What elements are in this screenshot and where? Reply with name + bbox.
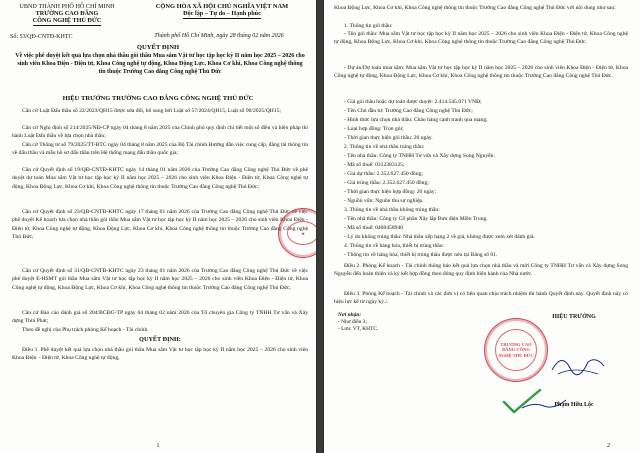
stamp-star: ★ (287, 221, 316, 245)
national-header (124, 3, 316, 19)
official-seal (484, 318, 548, 382)
recipients-block (338, 312, 378, 333)
page-number: 1 (156, 443, 160, 449)
item-17: - Tên nhà thầu: Công ty Cổ phần Xây lắp Bưu điện Miền Trung. (344, 216, 488, 222)
document-subject: Về việc phê duyệt kết quả lựa chọn nhà thầu gói thầu Mua sắm Vật tư học tập học kỳ II năm học 2025 – 2026 cho sinh viên Khoa Điện - Điện tử, Khoa Công nghệ tự động, Khoa Động Lực, Khoa Cơ khí, Khoa Công nghệ thông tin thuộc Trường Cao đẳng Công nghệ Thủ Đức (15, 53, 305, 76)
document-page-2 (324, 0, 640, 453)
recipient-2: - Lưu: VT, KHTC. (338, 326, 379, 332)
legal-basis-5: Căn cứ Quyết định số 23/QĐ-CNTĐ-KHTC ngày 17 tháng 01 năm 2026 của Trường Cao đẳng Công nghệ Thủ Đức về việc phê duyệt Kế hoạch lựa chọn nhà thầu gói thầu Mua sắm Vật tư học tập học kỳ II năm học 2025 – 2026 cho sinh viên Khoa Điện - Điện tử, Khoa Công nghệ tự động, Khoa Động Lực, Khoa Cơ khí, Khoa Công nghệ thông tin thuộc Trường Cao đẳng Công nghệ Thủ Đức; (12, 209, 308, 241)
article-1-text: Điều 1. Phê duyệt kết quả lựa chọn nhà thầu gói thầu Mua sắm Vật tư học tập học kỳ II năm học 2025 – 2026 cho sinh viên Khoa Điện – Điện tử, Khoa Công nghệ tự động, (12, 347, 308, 362)
item-9: 2. Thông tin về nhà thầu trúng thầu: (344, 144, 425, 150)
item-1: 1. Thông tin gói thầu: (344, 23, 393, 29)
legal-basis-3: Căn cứ Thông tư số 79/2025/TT-BTC ngày 04 tháng 8 năm 2025 của Bộ Tài chính Hướng dẫn việc cung cấp, đăng tải thông tin về đấu thầu và mẫu hồ sơ đấu thầu trên Hệ thống mạng đấu thầu quốc gia; (12, 142, 308, 157)
agency-name: UBND THÀNH PHỐ HỒ CHÍ MINH (19, 3, 115, 10)
issuer-block (8, 3, 126, 26)
legal-basis-1: Căn cứ Luật Đấu thầu số 22/2023/QH15 được sửa đổi, bổ sung bởi Luật số 57/2024/QH15, Luật số 90/2025/QH15; (22, 108, 281, 114)
item-21: - Thông tin về hàng hóa, thiết bị trúng thầu được nêu tại Bảng số 01. (344, 252, 498, 258)
legal-basis-6: Căn cứ Quyết định số 31/QĐ-CNTĐ-KHTC ngày 23 tháng 01 năm 2026 của Trường Cao đẳng Công nghệ Thủ Đức về việc phê duyệt E-HSMT gói thầu Mua sắm Vật tư học tập học kỳ II năm học 2025 – 2026 cho sinh viên Khoa Điện - Điện tử, Khoa Công nghệ tự động, Khoa Động Lực, Khoa Cơ khí, Khoa Công nghệ thông tin thuộc Trường Cao đẳng Công nghệ Thủ Đức; (12, 268, 308, 291)
article-2-text: Điều 2. Phòng Kế hoạch - Tài chính thông báo kết quả lựa chọn nhà thầu và mời Công ty TNHH Tư vấn và Xây dựng Song Nguyễn đến hoàn thiện và ký kết hợp đồng theo đúng quy định hiện hành của Nhà nước. (334, 263, 628, 278)
page-number: 2 (607, 443, 610, 449)
item-12: - Giá dự thầu: 2.352.627.450 đồng; (344, 171, 423, 177)
item-10: - Tên nhà thầu: Công ty TNHH Tư vấn và Xây dựng Song Nguyễn. (344, 153, 495, 159)
item-8: - Thời gian thực hiện gói thầu: 20 ngày. (344, 135, 433, 141)
document-type: QUYẾT ĐỊNH (136, 44, 180, 51)
signer-name: Phạm Hữu Lộc (554, 402, 594, 408)
nation-title: CỘNG HÒA XÃ HỘI CHỦ NGHĨA VIỆT NAM (155, 3, 289, 10)
issuing-authority: HIỆU TRƯỞNG TRƯỜNG CAO ĐẲNG CÔNG NGHỆ THỦ ĐỨC (62, 95, 254, 102)
document-header (6, 3, 312, 31)
article-3-text: Điều 3. Phòng Kế hoạch - Tài chính và các đơn vị có liên quan chịu trách nhiệm thi hành Quyết định này. Quyết định này có hiệu lực kể từ ngày ký./. (334, 291, 628, 306)
place-and-date: Thành phố Hồ Chí Minh, ngày 28 tháng 02 năm 2026 (154, 33, 284, 39)
document-number: Số: 53/QĐ-CNTĐ-KHTC (10, 34, 73, 40)
item-11: - Mã số thuế: 0312383125; (344, 162, 405, 168)
school-name-line1: TRƯỜNG CAO ĐẲNG (35, 10, 99, 17)
signature-title: HIỆU TRƯỞNG (552, 314, 596, 320)
item-14: - Thời gian thực hiện hợp đồng: 20 ngày; (344, 189, 437, 195)
legal-basis-2: Căn cứ Nghị định số 214/2025/NĐ-CP ngày 04 tháng 8 năm 2025 của Chính phủ quy định chi tiết một số điều và biện pháp thi hành Luật Đấu thầu về lựa chọn nhà thầu; (12, 125, 308, 140)
item-20: 4. Thông tin về hàng hóa, thiết bị trúng thầu: (344, 243, 445, 249)
item-18: - Mã số thuế: 0400458940 (344, 225, 404, 231)
handwritten-signature (548, 344, 608, 384)
item-5: - Tên Chủ đầu tư: Trường Cao đẳng Công nghệ Thủ Đức; (344, 108, 473, 114)
legal-basis-4: Căn cứ Quyết định số 19/QĐ-CNTĐ-KHTC ngày 14 tháng 01 năm 2026 của Trường Cao đẳng Công nghệ Thủ Đức về phê duyệt dự toán Mua sắm Vật tư học tập học kỳ II năm học 2025 – 2026 cho sinh viên Khoa Điện - Điện tử, Khoa Công nghệ tự động, Khoa Động Lực, Khoa Cơ khí, Khoa Công nghệ thông tin thuộc Trường Cao đẳng Công nghệ Thủ Đức; (12, 167, 308, 190)
recipient-1: - Như điều 3; (338, 319, 367, 325)
red-seal-stamp (278, 208, 316, 258)
school-name-line2: CÔNG NGHỆ THỦ ĐỨC (32, 17, 102, 24)
article-1-continued: Khoa Động Lực, Khoa Cơ khí, Khoa Công nghệ thông tin thuộc Trường Cao đẳng Công nghệ Thủ Đức với nội dung như sau: (334, 5, 616, 11)
item-3: - Dự án/Dự toán mua sắm: Mua sắm Vật tư học tập học kỳ II năm học 2025 – 2026 cho sinh viên Khoa Điện - Điện tử, Khoa Công nghệ tự động, Khoa Động Lực, Khoa Cơ khí, Khoa Công nghệ thông tin thuộc Trường Cao đẳng Công nghệ Thủ Đức. (334, 65, 628, 80)
proposal-line: Theo đề nghị của Phụ trách phòng Kế hoạch - Tài chính. (22, 327, 149, 333)
item-7: - Loại hợp đồng: Trọn gói; (344, 126, 404, 132)
item-19: - Lý do không trúng thầu: Nhà thầu xếp hạng 2 về giá, không được xem xét đánh giá. (344, 234, 535, 240)
document-page-1 (0, 0, 316, 453)
item-16: 3. Thông tin về nhà thầu không trúng thầu: (344, 207, 440, 213)
decides-heading: QUYẾT ĐỊNH: (139, 336, 181, 343)
item-13: - Giá trúng thầu: 2.352.627.450 đồng; (344, 180, 429, 186)
legal-basis-7: Căn cứ Báo cáo đánh giá số 204/BCĐG-TP ngày 04 tháng 02 năm 2026 của Tổ chuyên gia Công ty TNHH Tư vấn và Xây dựng Thìn Phát; (12, 310, 308, 325)
seal-center-text: TRƯỜNG CAO ĐẲNG CÔNG NGHỆ THỦ ĐỨC (495, 329, 537, 371)
item-15: - Nguồn vốn: Nguồn thu sự nghiệp. (344, 198, 424, 204)
item-2: - Tên gói thầu: Mua sắm Vật tư học tập học kỳ II năm học 2025 – 2026 cho sinh viên Khoa Điện - Điện tử, Khoa Công nghệ tự động, Khoa Động Lực, Khoa Cơ khí, Khoa Công nghệ thông tin thuộc Trường Cao đẳng Công nghệ Thủ Đức. (334, 31, 628, 46)
item-6: - Hình thức lựa chọn nhà thầu: Chào hàng cạnh tranh qua mạng; (344, 117, 488, 123)
national-motto: Độc lập – Tự do – Hạnh phúc (183, 10, 261, 17)
item-4: - Giá gói thầu hoặc dự toán được duyệt: 2.414.545.071 VNĐ; (344, 99, 482, 105)
recipients-title: Nơi nhận: (338, 312, 362, 318)
